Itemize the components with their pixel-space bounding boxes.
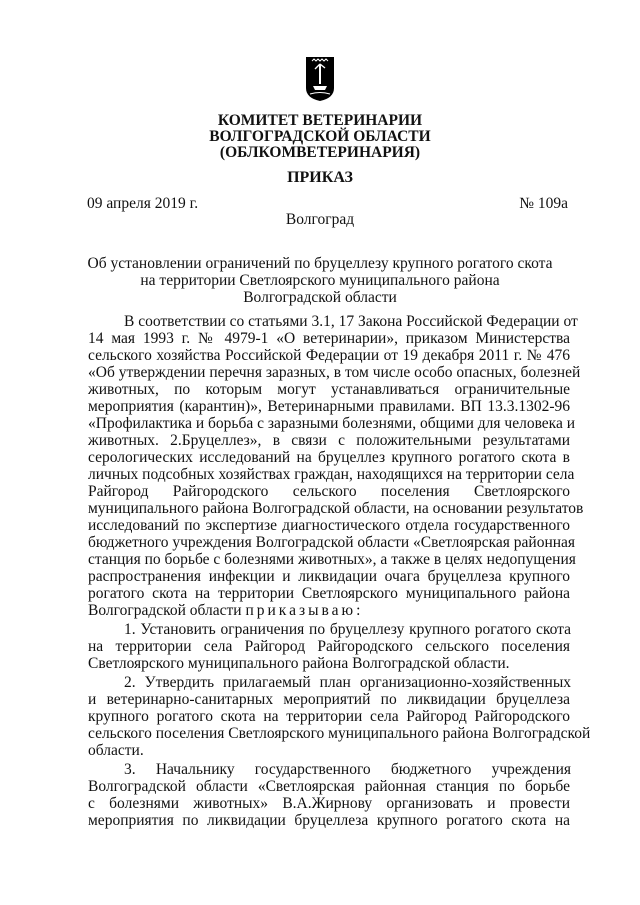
item-2-line: и ветеринарно-санитарных мероприятий по ликвидации бруцеллеза [88,691,570,708]
preamble-line: распространения инфекции и ликвидации очага бруцеллеза крупного [88,568,570,585]
order-number: № 109а [519,195,568,212]
preamble-line: рогатого скота на территории Светлоярского муниципального района [88,585,570,602]
preamble-line: 14 мая 1993 г. № 4979-1 «О ветеринарии», приказом Министерства [88,330,570,347]
preamble-line: животных. 2.Бруцеллез», в связи с положительными результатами [88,432,570,449]
city: Волгоград [285,211,355,228]
preamble-line: станция по борьбе с болезнями животных», а также в целях недопущения [88,551,576,568]
preamble-line: бюджетного учреждения Волгоградской области «Светлоярская районная [88,534,576,551]
preamble-line: Райгород Райгородского сельского поселения Светлоярского [88,483,570,500]
item-2-line: области. [88,742,144,759]
order-word: приказываю: [245,602,364,619]
preamble-line: исследований по экспертизе диагностического отдела государственного [88,517,570,534]
coat-of-arms-icon [305,56,335,102]
preamble-line: серологических исследований на бруцеллез крупного рогатого скота в [88,449,570,466]
item-2-line: сельского поселения Светлоярского муниципального района Волгоградской [88,725,591,742]
preamble-line: «Об утверждении перечня заразных, в том числе особо опасных, болезней [88,364,581,381]
preamble-line: сельского хозяйства Российской Федерации от 19 декабря 2011 г. № 476 [88,347,570,364]
preamble-line: муниципального района Волгоградской области, на основании результатов [88,500,584,517]
item-3-line: мероприятия по ликвидации бруцеллеза крупного рогатого скота на [88,812,570,829]
preamble-line: мероприятия (карантин)», Ветеринарными правилами. ВП 13.3.1302-96 [88,398,570,415]
title-line: Волгоградской области [243,289,397,306]
preamble-line [88,602,363,619]
item-3-line: 3. Начальнику государственного бюджетного учреждения [124,761,571,778]
item-1-line: 1. Установить ограничения по бруцеллезу крупного рогатого скота [124,621,571,638]
order-date: 09 апреля 2019 г. [87,195,199,212]
preamble-end: Волгоградской области [88,602,242,619]
preamble-line: личных подсобных хозяйствах граждан, находящихся на территории села [88,466,575,483]
item-2-line: 2. Утвердить прилагаемый план организационно-хозяйственных [124,674,571,691]
preamble-line: животных, по которым могут устанавливаться ограничительные [88,381,570,398]
preamble-line: «Профилактика и борьба с заразными болезнями, общими для человека и [88,415,576,432]
item-1-line: на территории села Райгород Райгородского сельского поселения [88,638,570,655]
item-3-line: Волгоградской области «Светлоярская районная станция по борьбе [88,778,570,795]
org-name-line-2: ВОЛГОГРАДСКОЙ ОБЛАСТИ [209,128,431,145]
item-3-line: с болезнями животных» В.А.Жирнову организовать и провести [88,795,570,812]
org-name-line-3: (ОБЛКОМВЕТЕРИНАРИЯ) [219,144,421,161]
item-2-line: крупного рогатого скота на территории села Райгород Райгородского [88,708,570,725]
document-type: ПРИКАЗ [287,169,353,186]
title-line: Об установлении ограничений по бруцеллезу крупного рогатого скота [87,255,553,272]
preamble-line: В соответствии со статьями 3.1, 17 Закона Российской Федерации от [124,313,578,330]
title-line: на территории Светлоярского муниципального района [140,272,500,289]
org-name-line-1: КОМИТЕТ ВЕТЕРИНАРИИ [217,112,423,129]
item-1-line: Светлоярского муниципального района Волгоградской области. [88,655,510,672]
